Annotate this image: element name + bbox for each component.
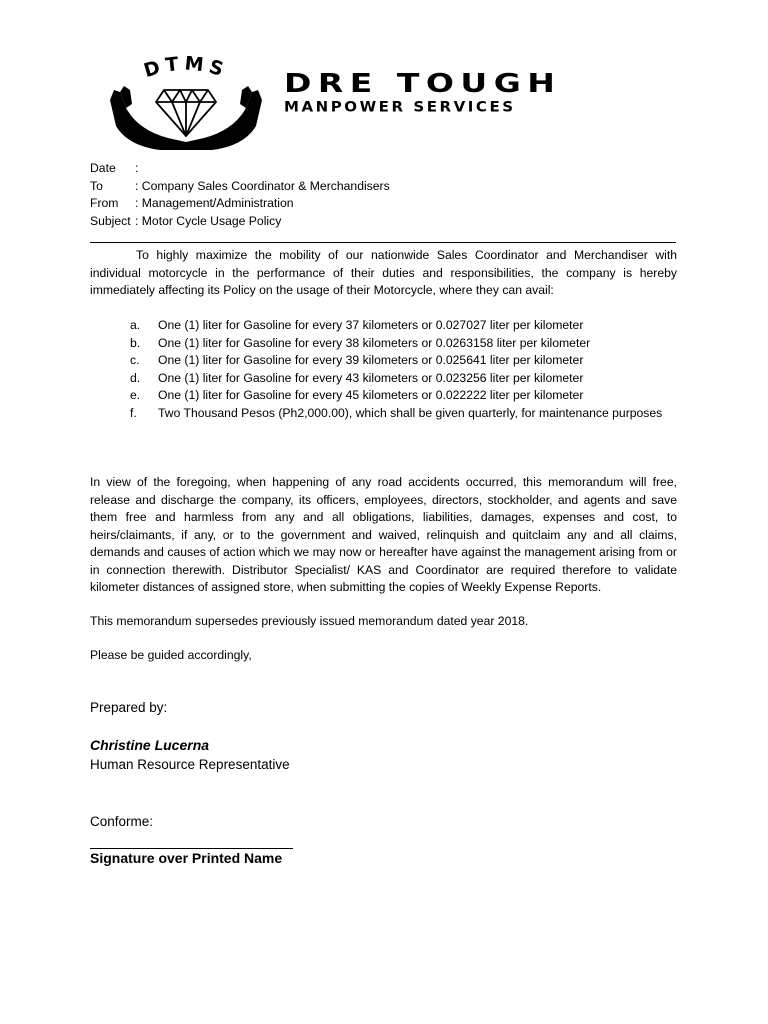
preparer-title: Human Resource Representative xyxy=(90,757,290,772)
intro-paragraph: To highly maximize the mobility of our nationwide Sales Coordinator and Merchandiser with individual motorcycle in the performance of their duties and responsibilities, the company is hereby immediately affecting its Policy on the usage of their Motorcycle, where they can avail: xyxy=(90,248,677,297)
list-text: One (1) liter for Gasoline for every 43 kilometers or 0.023256 liter per kilometer xyxy=(158,370,584,385)
header-row-from xyxy=(90,195,680,213)
header-label: Subject xyxy=(90,213,131,228)
list-text: One (1) liter for Gasoline for every 37 kilometers or 0.027027 liter per kilometer xyxy=(158,318,584,332)
header-value: : xyxy=(135,161,139,175)
header-row-date xyxy=(90,160,680,178)
header-label: From xyxy=(90,196,119,210)
list-item xyxy=(130,317,677,335)
company-name: DRE TOUGH xyxy=(284,67,562,99)
list-marker: a. xyxy=(130,318,141,332)
list-item xyxy=(130,387,677,405)
list-text: Two Thousand Pesos (Ph2,000.00), which shall be given quarterly, for maintenance purposes xyxy=(158,405,663,420)
dtms-logo xyxy=(108,56,264,152)
signature-caption: Signature over Printed Name xyxy=(90,850,283,866)
logo-emblem-text: DTMS xyxy=(141,56,231,83)
prepared-by-label: Prepared by: xyxy=(90,700,168,715)
list-text: One (1) liter for Gasoline for every 39 kilometers or 0.025641 liter per kilometer xyxy=(158,353,584,367)
signature-line xyxy=(90,848,293,849)
list-item xyxy=(130,352,677,370)
list-marker: f. xyxy=(130,405,137,420)
memo-header xyxy=(90,160,680,230)
list-marker: d. xyxy=(130,370,141,385)
supersedes-paragraph: This memorandum supersedes previously issued memorandum dated year 2018. xyxy=(90,614,529,628)
header-value: : Management/Administration xyxy=(135,196,294,210)
header-label: Date xyxy=(90,161,116,175)
list-text: One (1) liter for Gasoline for every 45 kilometers or 0.022222 liter per kilometer xyxy=(158,388,584,402)
benefit-list xyxy=(130,317,677,422)
list-marker: c. xyxy=(130,353,140,367)
list-text: One (1) liter for Gasoline for every 38 kilometers or 0.0263158 liter per kilometer xyxy=(158,335,591,350)
logo-graphic xyxy=(108,56,264,152)
list-marker: e. xyxy=(130,388,141,402)
list-item xyxy=(130,405,677,423)
list-item xyxy=(130,335,677,353)
header-divider xyxy=(90,242,676,243)
foregoing-paragraph: In view of the foregoing, when happening of any road accidents occurred, this memorandum will free, release and discharge the company, its officers, employees, directors, stockholder, and agents and save them free and harmless from any and all obligations, liabilities, damages, expenses and cost, to heirs/claimants, if any, or to the government and waived, relinquish and quitclaim any and all claims, demands and causes of action which we may now or hereafter have against the management arising from or in connection therewith. Distributor Specialist/ KAS and Coordinator are required therefore to validate kilometer distances of assigned store, when submitting the copies of Weekly Expense Reports. xyxy=(90,475,677,594)
company-subtitle: MANPOWER SERVICES xyxy=(284,98,516,116)
preparer-name: Christine Lucerna xyxy=(90,737,210,753)
header-value: : Motor Cycle Usage Policy xyxy=(135,213,282,228)
list-marker: b. xyxy=(130,335,141,350)
header-row-subject xyxy=(90,213,680,231)
header-value: : Company Sales Coordinator & Merchandisers xyxy=(135,178,390,193)
closing-line: Please be guided accordingly, xyxy=(90,648,252,662)
list-item xyxy=(130,370,677,388)
header-label: To xyxy=(90,178,103,193)
header-row-to xyxy=(90,178,680,196)
conforme-label: Conforme: xyxy=(90,814,154,829)
diamond-icon xyxy=(156,90,216,136)
